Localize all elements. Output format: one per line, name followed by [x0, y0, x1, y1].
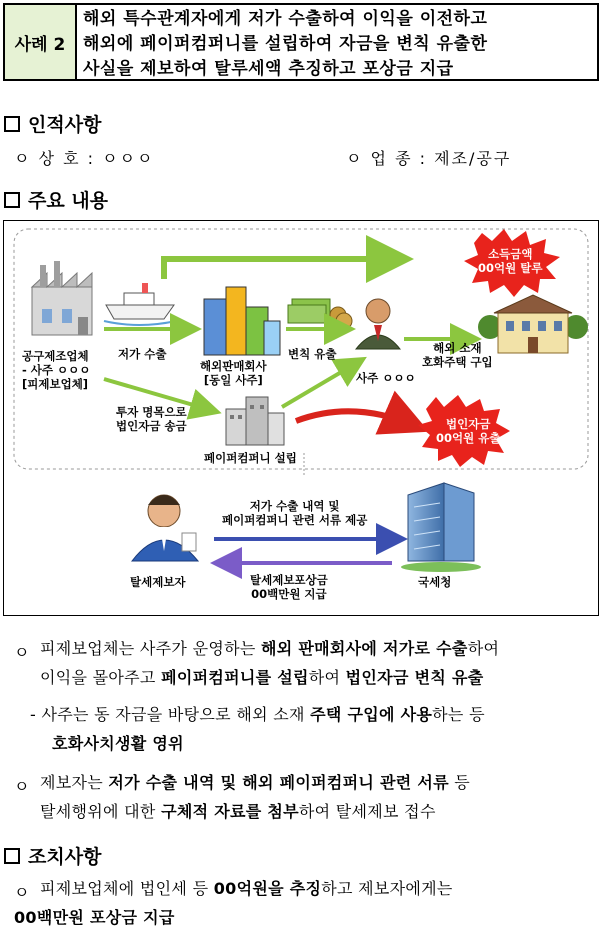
paragraph-1: 피제보업체는 사주가 운영하는 해외 판매회사에 저가로 수출하여 이익을 몰아주고 페이퍼컴퍼니를 설립하여 법인자금 변칙 유출 — [40, 639, 500, 687]
section-main-heading: 주요 내용 — [4, 186, 108, 213]
case-title-line-1: 해외 특수관계자에게 저가 수출하여 이익을 이전하고 — [83, 9, 488, 29]
case-title-line-2: 해외에 페이퍼컴퍼니를 설립하여 자금을 변칙 유출한 — [83, 34, 488, 54]
owner-label: 사주 ㅇㅇㅇ — [356, 371, 416, 385]
paper-company-label: 페이퍼컴퍼니 설립 — [204, 451, 297, 465]
bullet-1: ㅇ — [14, 643, 30, 662]
money-icon — [288, 299, 352, 329]
square-bullet-icon — [4, 116, 20, 132]
square-bullet-icon — [4, 848, 20, 864]
section-action-heading: 조치사항 — [4, 842, 101, 869]
nts-label: 국세청 — [418, 575, 452, 589]
case-tag: 사례 2 — [5, 5, 77, 79]
owner-icon — [356, 299, 400, 349]
corp-burst-label: 법인자금 00억원 유출 — [436, 417, 501, 445]
invest-remit-label: 투자 명목으로 법인자금 송금 — [116, 405, 187, 433]
green-arrow-top — [164, 259, 402, 279]
factory-icon — [32, 261, 92, 335]
paragraph-2: - 사주는 동 자금을 바탕으로 해외 소재 주택 구입에 사용하는 등 호화사치생활 영위 — [30, 705, 485, 753]
overseas-sales-label: 해외판매회사 [동일 사주] — [200, 359, 267, 387]
reporter-label: 탈세제보자 — [130, 575, 186, 589]
irregular-outflow-label: 변칙 유출 — [288, 347, 337, 361]
flow-diagram — [3, 220, 599, 616]
paper-to-owner-arrow — [282, 361, 360, 407]
report-docs-label: 저가 수출 내역 및 페이퍼컴퍼니 관련 서류 제공 — [222, 499, 368, 527]
paragraph-3: 제보자는 저가 수출 내역 및 해외 페이퍼컴퍼니 관련 서류 등 탈세행위에 대한 구체적 자료를 첨부하여 탈세제보 접수 — [40, 773, 471, 821]
case-title — [77, 5, 597, 79]
bullet-3: ㅇ — [14, 777, 30, 796]
overseas-sales-company-icon — [204, 287, 280, 355]
square-bullet-icon — [4, 192, 20, 208]
reward-label: 탈세제보포상금 00백만원 지급 — [250, 573, 328, 601]
paragraph-4: 피제보업체에 법인세 등 00억원을 추징하고 제보자에게는 00백만원 포상금 지급 — [14, 879, 453, 927]
bullet-4: ㅇ — [14, 883, 30, 902]
red-outflow-arrow — [296, 411, 418, 427]
luxury-house-label: 해외 소재 호화주택 구입 — [422, 341, 493, 369]
diagram-graphics — [4, 221, 600, 617]
case-title-line-3: 사실을 제보하여 탈루세액 추징하고 포상금 지급 — [83, 59, 454, 79]
nts-building-icon — [401, 483, 481, 572]
factory-label: 공구제조업체 - 사주 ㅇㅇㅇ [피제보업체] — [22, 349, 91, 391]
ship-icon — [104, 283, 176, 325]
company-name-line: ㅇ 상 호 : ㅇㅇㅇ — [14, 149, 155, 168]
income-burst-label: 소득금액 00억원 탈루 — [478, 247, 543, 275]
export-label: 저가 수출 — [118, 347, 167, 361]
paper-company-icon — [226, 397, 284, 445]
case-title-box — [3, 3, 599, 81]
industry-line: ㅇ 업 종 : 제조/공구 — [346, 149, 512, 168]
section-personal-heading: 인적사항 — [4, 110, 101, 137]
mansion-icon — [478, 295, 588, 353]
reporter-icon — [132, 495, 198, 561]
